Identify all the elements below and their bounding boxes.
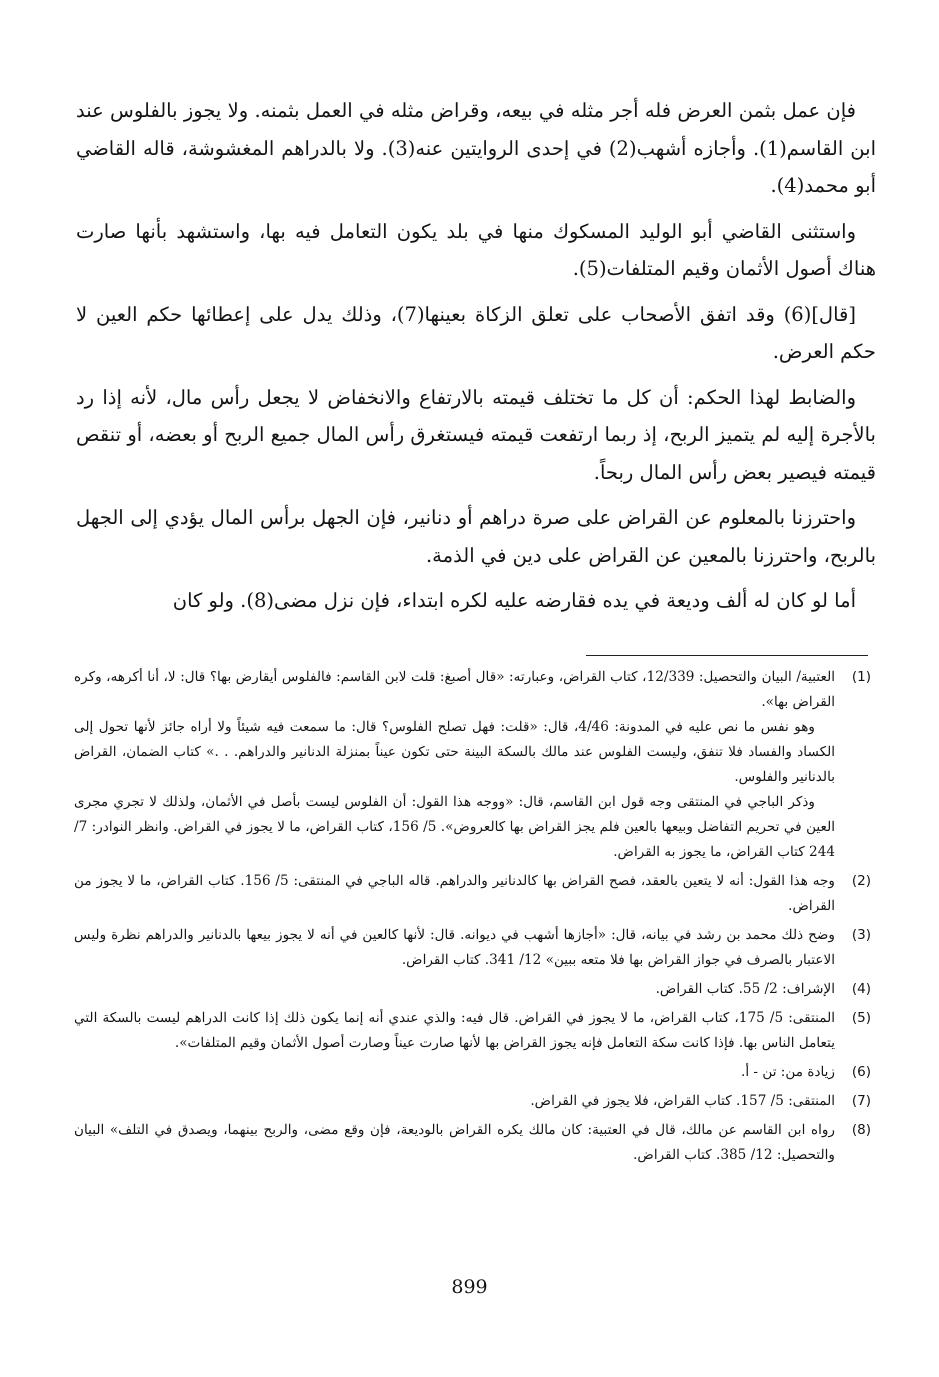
- footnote-number: (4): [851, 981, 871, 997]
- footnote-number: (8): [851, 1122, 871, 1138]
- footnote-paragraph: رواه ابن القاسم عن مالك، قال في العتبية: كان مالك يكره القراض بالوديعة، فإن وقع مضى، والربح بينهما، ويصدق في التلف» البيان والتحصيل: 12/ 385. كتاب القراض.: [74, 1122, 835, 1163]
- footnote-2: [74, 869, 871, 919]
- footnote-paragraph: العتبية/ البيان والتحصيل: 12/339، كتاب القراض، وعبارته: «قال أصبغ: قلت لابن القاسم: فالفلوس أيقارض بها؟ قال: لا، أنا أكرهه، وكره القراض بها».: [74, 669, 835, 710]
- footnote-1: [74, 665, 871, 865]
- footnote-number: (3): [851, 927, 871, 943]
- footnote-number: (6): [851, 1064, 871, 1080]
- footnote-7: [74, 1089, 871, 1114]
- footnote-body: [74, 665, 835, 865]
- footnote-paragraph: زيادة من: تن - أ.: [741, 1064, 835, 1080]
- footnote-divider: [586, 655, 868, 656]
- footnote-4: [74, 977, 871, 1002]
- footnote-body: [74, 869, 835, 919]
- footnotes-section: [74, 665, 871, 1172]
- footnote-number: (1): [851, 669, 871, 685]
- body-paragraph-6: أما لو كان له ألف وديعة في يده فقارضه عليه لكره ابتداء، فإن نزل مضى(8). ولو كان: [172, 589, 856, 612]
- footnote-paragraph: وجه هذا القول: أنه لا يتعين بالعقد، فصح القراض بها كالدنانير والدراهم. قاله الباجي في المنتقى: 5/ 156. كتاب القراض، ما لا يجوز من القراض.: [74, 873, 835, 914]
- footnote-number: (7): [851, 1093, 871, 1109]
- footnote-body: [74, 1118, 835, 1168]
- body-paragraph-2: واستثنى القاضي أبو الوليد المسكوك منها في بلد يكون التعامل فيه بها، واستشهد بأنها صارت هناك أصول الأثمان وقيم المتلفات(5).: [76, 219, 876, 280]
- page-number: 899: [451, 1276, 488, 1298]
- footnote-number: (2): [851, 873, 871, 889]
- footnote-8: [74, 1118, 871, 1168]
- footnote-paragraph: المنتقى: 5/ 175، كتاب القراض، ما لا يجوز في القراض. قال فيه: والذي عندي أنه إنما يكون ذلك إذا كانت الدراهم ليست بالسكة التي يتعامل الناس بها. فإذا كانت سكة التعامل فإنه يجوز القراض بها لأنها صارت عيناً وصارت أصول الأثمان وقيم المتلفات».: [74, 1010, 835, 1051]
- footnote-number: (5): [851, 1010, 871, 1026]
- body-paragraph-4: والضابط لهذا الحكم: أن كل ما تختلف قيمته بالارتفاع والانخفاض لا يجعل رأس مال، لأنه إذا رد بالأجرة إليه لم يتميز الربح، إذ ربما ارتفعت قيمته فيستغرق رأس المال جميع الربح أو بعضه، أو تنقص قيمته فيصير بعض رأس المال ربحاً.: [76, 385, 876, 484]
- body-paragraph-3: [قال](6) وقد اتفق الأصحاب على تعلق الزكاة بعينها(7)، وذلك يدل على إعطائها حكم العين لا حكم العرض.: [76, 302, 876, 363]
- footnote-body: [74, 1089, 835, 1114]
- body-paragraph-5: واحترزنا بالمعلوم عن القراض على صرة دراهم أو دنانير، فإن الجهل برأس المال يؤدي إلى الجهل بالربح، واحترزنا بالمعين عن القراض على دين في الذمة.: [76, 506, 876, 567]
- footnote-5: [74, 1006, 871, 1056]
- footnote-body: [74, 923, 835, 973]
- footnote-paragraph: وهو نفس ما نص عليه في المدونة: 4/46، قال: «قلت: فهل تصلح الفلوس؟ قال: ما سمعت فيه شيئاً ولا أراه جائز لأنها تحول إلى الكساد والفساد فلا تنفق، وليست الفلوس عند مالك بالسكة البينة حتى تكون عيناً بمنزلة الدنانير والدراهم. . .» كتاب الضمان، القراض بالدنانير والفلوس.: [74, 719, 835, 785]
- footnote-6: [74, 1060, 871, 1085]
- footnote-3: [74, 923, 871, 973]
- footnote-body: [74, 1006, 835, 1056]
- footnote-paragraph: الإشراف: 2/ 55. كتاب القراض.: [655, 981, 835, 997]
- footnote-paragraph: وذكر الباجي في المنتقى وجه قول ابن القاسم، قال: «ووجه هذا القول: أن الفلوس ليست بأصل في الأثمان، ولذلك لا تجري مجرى العين في تحريم التفاضل وبيعها بالعين فلم يجز القراض بها كالعروض». 5/ 156، كتاب القراض، ما لا يجوز في القراض. وانظر النوادر: 7/ 244 كتاب القراض، ما يجوز به القراض.: [74, 794, 835, 860]
- footnote-body: [74, 977, 835, 1002]
- body-paragraph-1: فإن عمل بثمن العرض فله أجر مثله في بيعه، وقراض مثله في العمل بثمنه. ولا يجوز بالفلوس عند ابن القاسم(1). وأجازه أشهب(2) في إحدى الروايتين عنه(3). ولا بالدراهم المغشوشة، قاله القاضي أبو محمد(4).: [76, 99, 876, 197]
- main-text-body: [76, 92, 876, 628]
- footnote-paragraph: وضح ذلك محمد بن رشد في بيانه، قال: «أجازها أشهب في ديوانه. قال: لأنها كالعين في أنه لا يجوز بيعها بالدنانير والدراهم نظرة وليس الاعتبار بالصرف في جواز القراض بها فلا متعه ببين» 12/ 341. كتاب القراض.: [74, 927, 835, 968]
- footnote-body: [74, 1060, 835, 1085]
- footnote-paragraph: المنتقى: 5/ 157. كتاب القراض، فلا يجوز في القراض.: [530, 1093, 835, 1109]
